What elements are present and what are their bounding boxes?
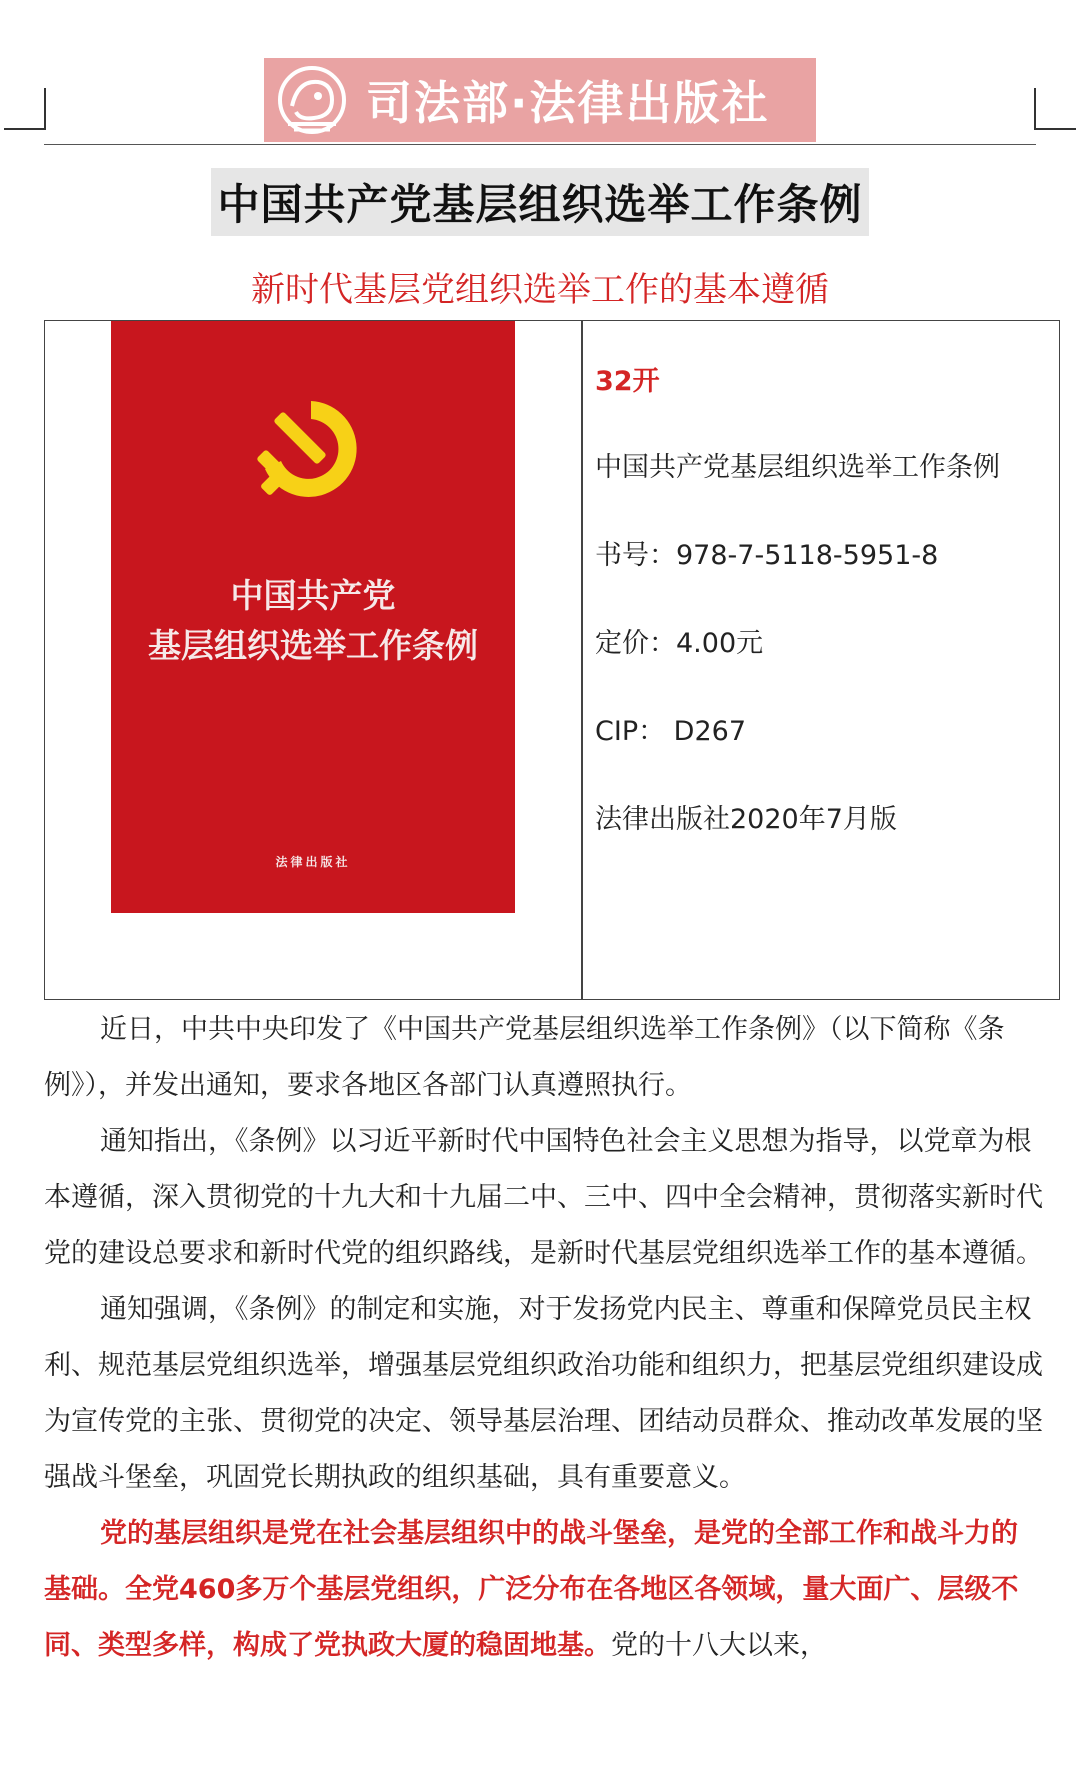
page-corner-mark-left xyxy=(4,88,46,130)
paragraph-4-highlight: 党的基层组织是党在社会基层组织中的战斗堡垒，是党的全部工作和战斗力的基础。全党460多万个基层党组织，广泛分布在各地区各领域，量大面广、层级不同、类型多样，构成了党执政大厦的稳固地基。 xyxy=(44,1518,1019,1661)
document-title: 中国共产党基层组织选举工作条例 xyxy=(211,168,868,236)
table-column-divider xyxy=(581,321,583,999)
paragraph-2: 通知指出，《条例》以习近平新时代中国特色社会主义思想为指导，以党章为根本遵循，深入贯彻党的十九大和十九届二中、三中、四中全会精神，贯彻落实新时代党的建设总要求和新时代党的组织路线，是新时代基层党组织选举工作的基本遵循。 xyxy=(44,1126,1043,1269)
document-subtitle: 新时代基层党组织选举工作的基本遵循 xyxy=(251,270,829,310)
paragraph-1: 近日，中共中央印发了《中国共产党基层组织选举工作条例》（以下简称《条例》），并发出通知，要求各地区各部门认真遵照执行。 xyxy=(44,1014,1005,1101)
book-info-table xyxy=(44,320,1060,1000)
spec-book-name: 中国共产党基层组织选举工作条例 xyxy=(595,452,1000,483)
hammer-sickle-icon xyxy=(251,391,371,511)
header-divider xyxy=(44,144,1036,145)
document-title-wrap xyxy=(0,168,1080,236)
spec-isbn: 书号：978-7-5118-5951-8 xyxy=(595,540,939,571)
paragraph-4 xyxy=(44,1506,1044,1674)
book-cover-image xyxy=(111,321,515,913)
cover-publisher: 法律出版社 xyxy=(275,855,351,869)
paragraph-3: 通知强调，《条例》的制定和实施，对于发扬党内民主、尊重和保障党员民主权利、规范基层党组织选举，增强基层党组织政治功能和组织力，把基层党组织建设成为宣传党的主张、贯彻党的决定、领导基层治理、团结动员群众、推动改革发展的坚强战斗堡垒，巩固党长期执政的组织基础，具有重要意义。 xyxy=(44,1294,1043,1493)
spec-price: 定价：4.00元 xyxy=(595,628,764,659)
spec-edition: 法律出版社2020年7月版 xyxy=(595,804,897,835)
paragraph-4-continued: 党的十八大以来， xyxy=(611,1630,827,1661)
page-corner-mark-right xyxy=(1034,88,1076,130)
spec-cip: CIP： D267 xyxy=(595,716,747,747)
lion-emblem-icon xyxy=(272,60,352,140)
cover-title-line-1: 中国共产党 xyxy=(230,576,396,615)
publisher-name: 司法部·法律出版社 xyxy=(366,76,770,130)
spec-format: 32开 xyxy=(595,366,660,397)
cover-title-line-2: 基层组织选举工作条例 xyxy=(148,626,478,665)
article-body xyxy=(44,1002,1044,1674)
publisher-banner xyxy=(264,58,816,142)
